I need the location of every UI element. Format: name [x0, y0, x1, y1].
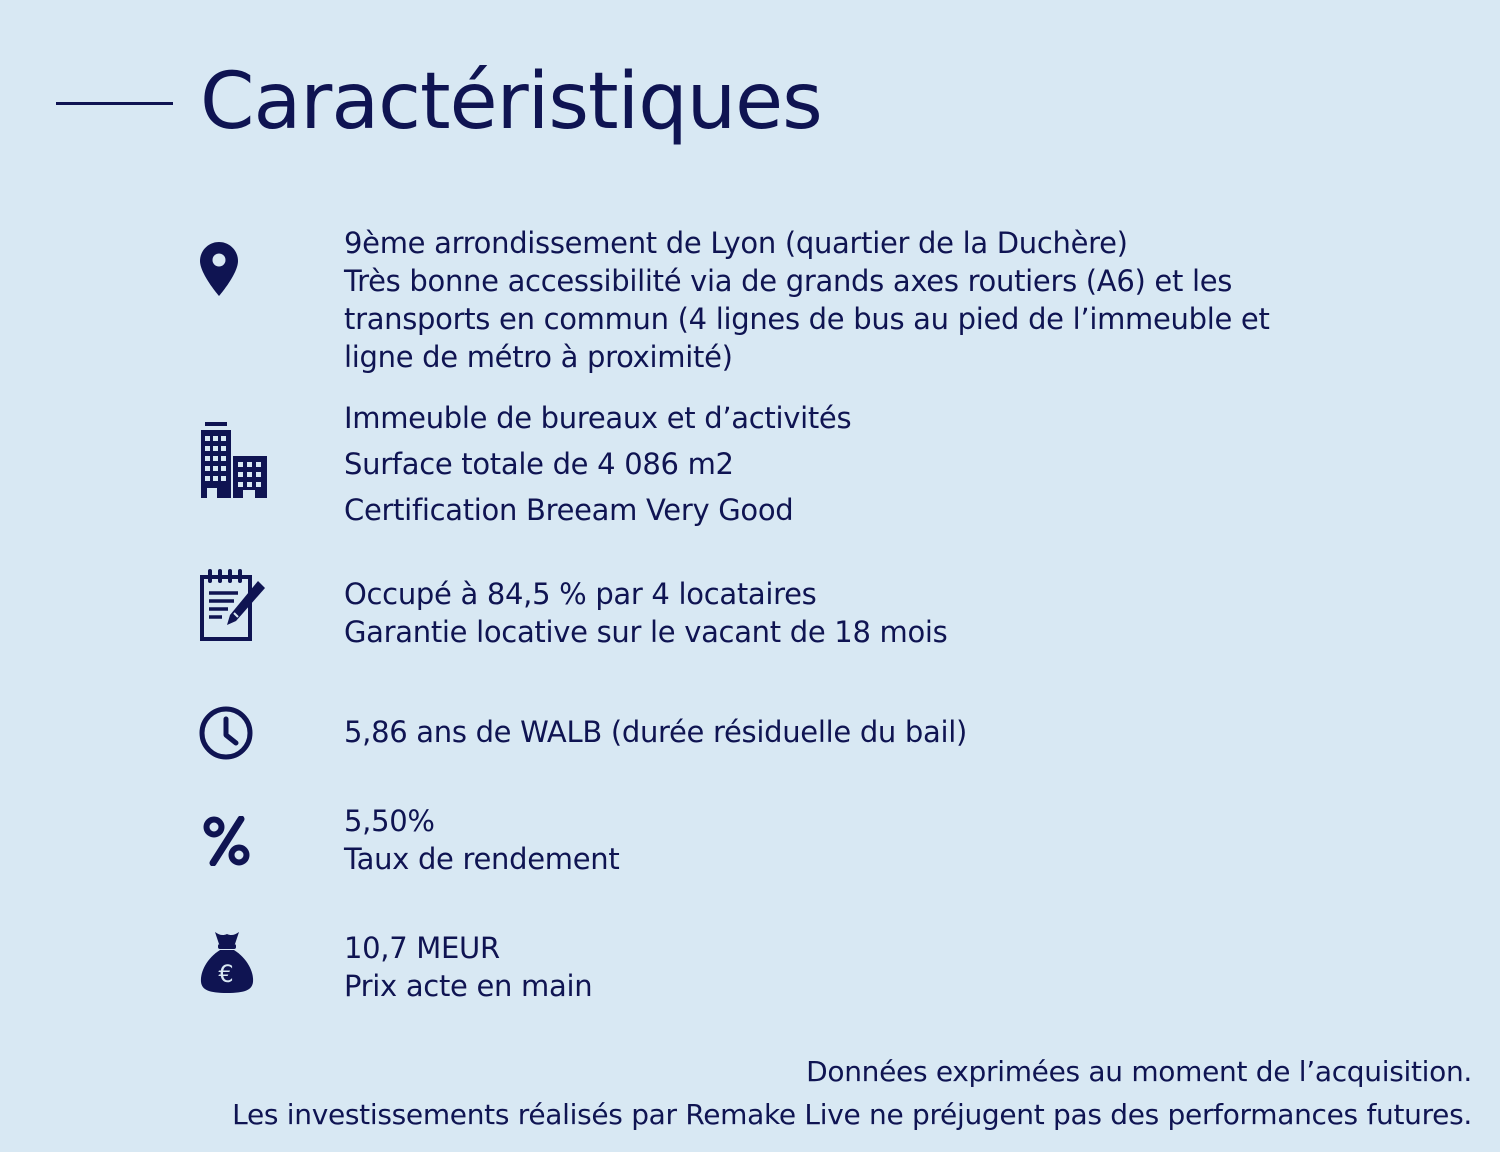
location-line-1: 9ème arrondissement de Lyon (quartier de la Duchère): [344, 226, 1128, 260]
occupancy-block: [344, 575, 1464, 651]
location-block: [344, 224, 1464, 376]
building-icon: [199, 422, 269, 500]
yield-value: 5,50%: [344, 804, 435, 838]
disclaimer-line-1: Données exprimées au moment de l’acquisition.: [806, 1055, 1472, 1088]
disclaimer: [232, 1050, 1472, 1136]
yield-label: Taux de rendement: [344, 842, 620, 876]
location-line-2: Très bonne accessibilité via de grands axes routiers (A6) et les: [344, 264, 1233, 298]
svg-text:€: €: [218, 960, 234, 988]
building-block: [344, 395, 1464, 533]
occupancy-line-1: Occupé à 84,5 % par 4 locataires: [344, 577, 817, 611]
title-rule: [56, 102, 173, 105]
building-line-3: Certification Breeam Very Good: [344, 493, 794, 527]
walb-line-1: 5,86 ans de WALB (durée résiduelle du bail): [344, 715, 968, 749]
occupancy-line-2: Garantie locative sur le vacant de 18 mois: [344, 615, 948, 649]
disclaimer-line-2: Les investissements réalisés par Remake Live ne préjugent pas des performances futures.: [232, 1098, 1472, 1131]
price-block: [344, 929, 1464, 1005]
location-pin-icon: [199, 241, 239, 297]
percent-icon: [203, 816, 251, 866]
building-line-2: Surface totale de 4 086 m2: [344, 447, 734, 481]
notepad-pencil-icon: [198, 569, 268, 641]
location-line-4: ligne de métro à proximité): [344, 340, 733, 374]
location-line-3: transports en commun (4 lignes de bus au pied de l’immeuble et: [344, 302, 1270, 336]
walb-block: [344, 713, 1464, 751]
building-line-1: Immeuble de bureaux et d’activités: [344, 401, 852, 435]
euro-money-bag-icon: [199, 930, 255, 994]
page-title: Caractéristiques: [200, 57, 822, 147]
yield-block: [344, 802, 1464, 878]
clock-icon: [198, 705, 254, 761]
price-label: Prix acte en main: [344, 969, 593, 1003]
price-value: 10,7 MEUR: [344, 931, 500, 965]
